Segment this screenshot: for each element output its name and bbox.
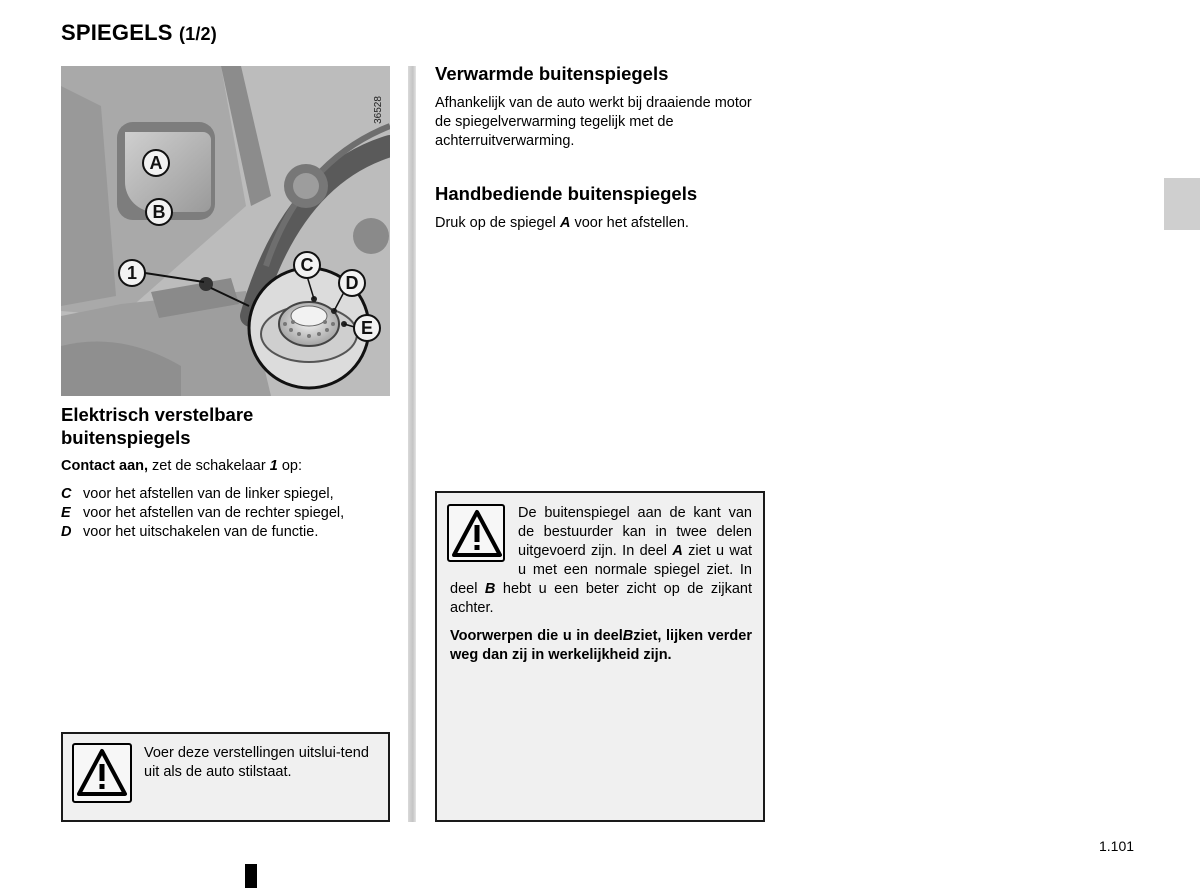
mirror-ref-a: A — [672, 543, 683, 559]
figure-label-c: C — [300, 255, 314, 275]
column-divider — [408, 66, 416, 822]
warning-text-part: De buitenspiegel aan de kant van de bestuurder kan in twee delen uitgevoerd zijn. In deel — [518, 505, 752, 559]
page-number: 1.101 — [1099, 838, 1135, 854]
heated-mirrors-text: Afhankelijk van de auto werkt bij draaiende motor de spiegelverwarming tegelijk met de achterruitverwarming. — [435, 95, 752, 149]
section-heading-manual: Handbediende buitenspiegels — [435, 183, 698, 204]
switch-ref: 1 — [269, 458, 278, 474]
emphasis-part: ziet, lijken verder weg dan zij in werkelijkheid zijn. — [450, 628, 752, 663]
contact-text: zet de schakelaar — [148, 458, 270, 474]
page-title — [61, 20, 217, 46]
figure-label-a: A — [149, 153, 163, 173]
mirror-ref-b: B — [622, 628, 634, 644]
mirror-ref-b: B — [484, 581, 496, 597]
list-item — [61, 523, 391, 542]
warning-box-split-mirror — [435, 491, 765, 822]
option-key: D — [61, 524, 72, 540]
warning-emphasis — [450, 627, 752, 665]
mirror-ref-a: A — [559, 215, 571, 231]
warning-text-part: ziet u wat u met een normale spiegel ziet. In deel — [450, 543, 752, 597]
option-key: E — [61, 505, 71, 521]
warning-text — [450, 504, 752, 618]
section-heading-heated: Verwarmde buitenspiegels — [435, 63, 669, 84]
warning-box-stationary — [61, 732, 390, 822]
heading-line-2: buitenspiegels — [61, 427, 191, 448]
warning-text-part: hebt u een beter zicht op de zijkant achter. — [450, 581, 752, 616]
option-text: voor het afstellen van de linker spiegel, — [83, 486, 334, 502]
contact-instruction — [61, 457, 391, 476]
figure-ref-number: 36528 — [373, 96, 384, 124]
warning-icon — [72, 743, 132, 803]
option-text: voor het afstellen van de rechter spiegel, — [83, 505, 345, 521]
print-mark — [245, 864, 257, 888]
contact-text-end: op: — [277, 458, 302, 474]
heading-line-1: Elektrisch verstelbare — [61, 404, 254, 425]
mirror-control-figure — [61, 66, 390, 396]
switch-options-list — [61, 485, 391, 542]
manual-text-pre: Druk op de spiegel — [435, 215, 560, 231]
option-key: C — [61, 486, 72, 502]
list-item — [61, 504, 391, 523]
manual-text-post: voor het afstellen. — [570, 215, 689, 231]
figure-label-b: B — [152, 202, 166, 222]
contact-bold: Contact aan, — [61, 458, 149, 474]
page-title-text: SPIEGELS — [61, 20, 173, 45]
figure-label-d: D — [345, 273, 359, 293]
figure-label-e: E — [360, 318, 374, 338]
page-title-part: (1/2) — [178, 24, 217, 44]
figure-label-1: 1 — [126, 263, 138, 283]
list-item — [61, 485, 391, 504]
emphasis-part: Voorwerpen die u in deel — [450, 628, 623, 644]
warning-text: Voer deze verstellingen uitslui-tend uit als de auto stilstaat. — [144, 745, 369, 780]
option-text: voor het uitschakelen van de functie. — [83, 524, 319, 540]
section-heading-electric — [61, 403, 391, 449]
chapter-tab — [1164, 178, 1200, 230]
manual-mirrors-text — [435, 214, 765, 233]
